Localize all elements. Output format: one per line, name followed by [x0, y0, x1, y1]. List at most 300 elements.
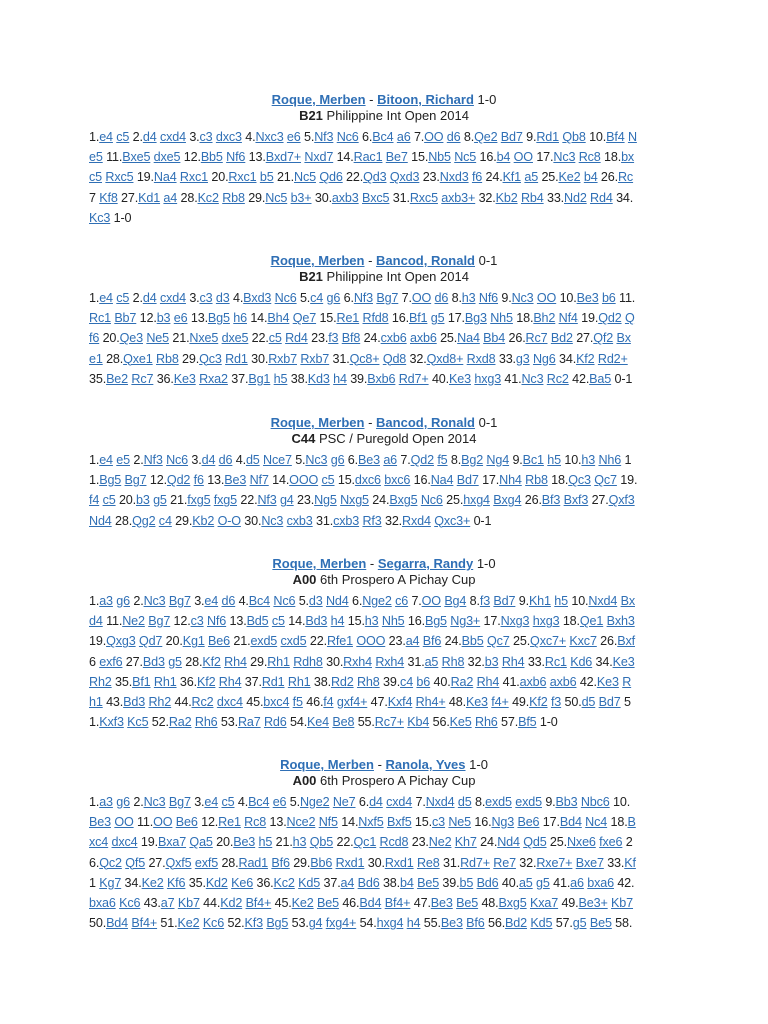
move-link[interactable]: Ng4 — [486, 453, 510, 467]
move-link[interactable]: Rc8 — [578, 150, 601, 165]
move-link[interactable]: Ng5 — [314, 493, 337, 508]
move-link[interactable]: Nc5 — [454, 150, 477, 165]
move-link[interactable]: Rxe7+ — [536, 855, 573, 870]
move-link[interactable]: Be5 — [316, 895, 339, 910]
move-link[interactable]: xc4 — [89, 835, 109, 850]
move-link[interactable]: Bb5 — [200, 150, 223, 165]
move-link[interactable]: d4 — [142, 291, 157, 305]
move-link[interactable]: d6 — [221, 594, 236, 608]
move-link[interactable]: Bg7 — [148, 614, 171, 629]
move-link[interactable]: Be3 — [576, 291, 599, 305]
move-link[interactable]: Bg5 — [424, 614, 447, 629]
move-link[interactable]: Rd2 — [330, 674, 354, 689]
move-link[interactable]: fxg4+ — [325, 916, 357, 931]
move-link[interactable]: Be3 — [89, 815, 111, 830]
move-link[interactable]: exd5 — [515, 795, 542, 809]
move-link[interactable]: Re7 — [493, 855, 516, 870]
move-link[interactable]: Ng3 — [491, 815, 515, 830]
move-link[interactable]: e6 — [173, 311, 188, 326]
move-link[interactable]: d5 — [457, 795, 472, 809]
move-link[interactable]: a4 — [340, 875, 355, 890]
move-link[interactable]: Nd4 — [89, 513, 112, 528]
move-link[interactable]: Ke2 — [141, 875, 164, 890]
move-link[interactable]: a5 — [424, 654, 439, 669]
move-link[interactable]: c3 — [190, 614, 204, 629]
move-link[interactable]: Bxe7 — [575, 855, 604, 870]
move-link[interactable]: Rc — [617, 170, 634, 185]
move-link[interactable]: dxc4 — [216, 694, 243, 709]
move-link[interactable]: Nf4 — [558, 311, 578, 326]
move-link[interactable]: bxc4 — [263, 694, 290, 709]
move-link[interactable]: Bf4+ — [131, 916, 158, 931]
move-link[interactable]: Nge2 — [362, 594, 392, 608]
move-link[interactable]: Be3 — [224, 473, 247, 488]
move-link[interactable]: Kf6 — [166, 875, 186, 890]
move-link[interactable]: Nc5 — [294, 170, 316, 185]
move-link[interactable]: f3 — [328, 331, 339, 346]
move-link[interactable]: Qxc7+ — [530, 634, 567, 649]
move-link[interactable]: d4 — [142, 130, 157, 144]
move-link[interactable]: Kf2 — [196, 674, 216, 689]
move-link[interactable]: Nxc3 — [255, 130, 284, 144]
move-link[interactable]: Nd4 — [325, 594, 349, 608]
move-link[interactable]: Qc3 — [568, 473, 591, 488]
move-link[interactable]: Rh2 — [148, 694, 172, 709]
move-link[interactable]: Bh2 — [533, 311, 556, 326]
move-link[interactable]: Rad1 — [238, 855, 269, 870]
move-link[interactable]: Qf5 — [125, 855, 146, 870]
move-link[interactable]: Be6 — [175, 815, 198, 830]
move-link[interactable]: a4 — [405, 634, 420, 649]
move-link[interactable]: c5 — [102, 493, 116, 508]
move-link[interactable]: Rh6 — [475, 715, 498, 730]
move-link[interactable]: axb3+ — [441, 190, 476, 205]
move-link[interactable]: Nc3 — [261, 513, 284, 528]
move-link[interactable]: c5 — [221, 795, 235, 809]
move-link[interactable]: Kc2 — [273, 875, 295, 890]
move-link[interactable]: Rc7 — [525, 331, 548, 346]
move-link[interactable]: Qf2 — [593, 331, 614, 346]
move-link[interactable]: Kc6 — [202, 916, 225, 931]
move-link[interactable]: Qd7 — [138, 634, 163, 649]
move-link[interactable]: Bg7 — [168, 594, 191, 608]
move-link[interactable]: Rxd1 — [335, 855, 365, 870]
move-link[interactable]: Nc3 — [521, 371, 544, 386]
move-link[interactable]: hxg3 — [532, 614, 560, 629]
move-link[interactable]: Be2 — [106, 371, 129, 386]
move-link[interactable]: Bd7 — [500, 130, 523, 144]
move-link[interactable]: Qxf3 — [608, 493, 635, 508]
move-link[interactable]: g5 — [430, 311, 445, 326]
move-link[interactable]: Ba5 — [589, 371, 612, 386]
move-link[interactable]: Nf3 — [257, 493, 277, 508]
move-link[interactable]: b3 — [484, 654, 499, 669]
move-link[interactable]: OO — [424, 130, 444, 144]
move-link[interactable]: f5 — [292, 694, 303, 709]
move-link[interactable]: Nge2 — [299, 795, 330, 809]
move-link[interactable]: Bxa7 — [157, 835, 187, 850]
move-link[interactable]: Ke4 — [307, 715, 330, 730]
move-link[interactable]: Nc3 — [143, 795, 166, 809]
move-link[interactable]: Be3 — [358, 453, 380, 467]
move-link[interactable]: Nc6 — [273, 594, 296, 608]
move-link[interactable]: Nxd4 — [425, 795, 455, 809]
move-link[interactable]: Bf6 — [466, 916, 485, 931]
move-link[interactable]: Rc1 — [89, 311, 111, 326]
move-link[interactable]: Ke3 — [612, 654, 635, 669]
move-link[interactable]: axb3 — [331, 190, 359, 205]
move-link[interactable]: a5 — [524, 170, 539, 185]
move-link[interactable]: Bxb6 — [367, 371, 396, 386]
move-link[interactable]: Kd3 — [307, 371, 330, 386]
move-link[interactable]: b5 — [259, 170, 274, 185]
move-link[interactable]: Rxc5 — [409, 190, 438, 205]
move-link[interactable]: Rb8 — [222, 190, 245, 205]
move-link[interactable]: Rd4 — [590, 190, 613, 205]
move-link[interactable]: Bxg5 — [498, 895, 527, 910]
move-link[interactable]: Rh1 — [153, 674, 177, 689]
move-link[interactable]: Bg7 — [124, 473, 147, 488]
move-link[interactable]: Bd3 — [123, 694, 146, 709]
move-link[interactable]: Nc4 — [585, 815, 608, 830]
move-link[interactable]: Bf4+ — [384, 895, 411, 910]
move-link[interactable]: hxg4 — [376, 916, 404, 931]
move-link[interactable]: Nxe5 — [189, 331, 219, 346]
move-link[interactable]: Ke3 — [465, 694, 488, 709]
move-link[interactable]: c4 — [158, 513, 172, 528]
move-link[interactable]: Rh4+ — [415, 694, 446, 709]
move-link[interactable]: c3 — [431, 815, 445, 830]
move-link[interactable]: Qe2 — [474, 130, 498, 144]
move-link[interactable]: exd5 — [250, 634, 278, 649]
move-link[interactable]: Be5 — [456, 895, 479, 910]
move-link[interactable]: Nc3 — [511, 291, 534, 305]
move-link[interactable]: Bb7 — [114, 311, 137, 326]
move-link[interactable]: h3 — [461, 291, 476, 305]
move-link[interactable]: c4 — [400, 674, 414, 689]
move-link[interactable]: Bd4 — [106, 916, 129, 931]
move-link[interactable]: Ng3+ — [450, 614, 481, 629]
move-link[interactable]: Nc3 — [143, 594, 166, 608]
black-player-link[interactable]: Bancod, Ronald — [376, 415, 475, 430]
move-link[interactable]: h3 — [292, 835, 307, 850]
move-link[interactable]: exd5 — [485, 795, 512, 809]
move-link[interactable]: Kd2 — [205, 875, 228, 890]
move-link[interactable]: axb6 — [519, 674, 547, 689]
move-link[interactable]: b4 — [400, 875, 414, 890]
move-link[interactable]: g3 — [515, 351, 530, 366]
move-link[interactable]: fxg5 — [213, 493, 238, 508]
move-link[interactable]: Rac1 — [353, 150, 383, 165]
move-link[interactable]: Qc1 — [353, 835, 377, 850]
move-link[interactable]: Bg7 — [168, 795, 191, 809]
move-link[interactable]: Na4 — [457, 331, 480, 346]
move-link[interactable]: Ke2 — [177, 916, 200, 931]
move-link[interactable]: fxg5 — [187, 493, 211, 508]
move-link[interactable]: Be8 — [332, 715, 355, 730]
move-link[interactable]: Kg1 — [182, 634, 205, 649]
move-link[interactable]: a7 — [160, 895, 175, 910]
move-link[interactable]: Rxc5 — [105, 170, 134, 185]
move-link[interactable]: Nf3 — [143, 453, 163, 467]
move-link[interactable]: Be3+ — [578, 895, 608, 910]
move-link[interactable]: Bb4 — [483, 331, 506, 346]
move-link[interactable]: c5 — [116, 130, 130, 144]
move-link[interactable]: OO — [513, 150, 533, 165]
move-link[interactable]: Re1 — [218, 815, 241, 830]
move-link[interactable]: g6 — [116, 795, 130, 809]
move-link[interactable]: Bxc5 — [362, 190, 390, 205]
move-link[interactable]: Ke2 — [558, 170, 581, 185]
move-link[interactable]: Bxf3 — [563, 493, 589, 508]
move-link[interactable]: Bg3 — [464, 311, 487, 326]
move-link[interactable]: e4 — [99, 453, 113, 467]
move-link[interactable]: Nh5 — [490, 311, 513, 326]
move-link[interactable]: Kc5 — [127, 715, 149, 730]
black-player-link[interactable]: Ranola, Yves — [385, 757, 466, 772]
move-link[interactable]: Bf5 — [518, 715, 537, 730]
move-link[interactable]: Nce2 — [286, 815, 316, 830]
move-link[interactable]: Qc3 — [199, 351, 222, 366]
move-link[interactable]: Rxd8 — [466, 351, 496, 366]
move-link[interactable]: Rb4 — [520, 190, 544, 205]
move-link[interactable]: b5 — [459, 875, 474, 890]
move-link[interactable]: b4 — [496, 150, 511, 165]
move-link[interactable]: bx — [621, 150, 635, 165]
move-link[interactable]: Nxg3 — [500, 614, 530, 629]
move-link[interactable]: gxf4+ — [336, 694, 368, 709]
move-link[interactable]: h3 — [364, 614, 379, 629]
move-link[interactable]: Kxa7 — [529, 895, 559, 910]
move-link[interactable]: Rc8 — [244, 815, 267, 830]
move-link[interactable]: OO — [536, 291, 557, 305]
move-link[interactable]: Ne7 — [332, 795, 356, 809]
move-link[interactable]: g5 — [536, 875, 550, 890]
move-link[interactable]: f5 — [437, 453, 448, 467]
move-link[interactable]: Nc6 — [420, 493, 443, 508]
move-link[interactable]: Rh8 — [356, 674, 380, 689]
move-link[interactable]: Rxb7 — [268, 351, 297, 366]
move-link[interactable]: Rc7+ — [374, 715, 404, 730]
move-link[interactable]: Rd2+ — [597, 351, 628, 366]
move-link[interactable]: Qc2 — [99, 855, 122, 870]
move-link[interactable]: Kxf3 — [99, 715, 124, 730]
move-link[interactable]: e4 — [204, 594, 219, 608]
move-link[interactable]: Bd3 — [305, 614, 328, 629]
white-player-link[interactable]: Roque, Merben — [270, 415, 365, 430]
move-link[interactable]: Bxd7+ — [265, 150, 302, 165]
move-link[interactable]: Nf6 — [478, 291, 499, 305]
move-link[interactable]: cxd5 — [280, 634, 307, 649]
move-link[interactable]: Bxg5 — [389, 493, 418, 508]
move-link[interactable]: h4 — [333, 371, 347, 386]
move-link[interactable]: Nc3 — [553, 150, 576, 165]
move-link[interactable]: Rxa2 — [199, 371, 228, 386]
move-link[interactable]: e4 — [99, 130, 113, 144]
white-player-link[interactable]: Roque, Merben — [271, 92, 366, 107]
move-link[interactable]: Bxd3 — [243, 291, 272, 305]
move-link[interactable]: Ke3 — [449, 371, 471, 386]
move-link[interactable]: e5 — [89, 150, 103, 165]
move-link[interactable]: dxe5 — [153, 150, 181, 165]
black-player-link[interactable]: Segarra, Randy — [377, 556, 474, 571]
move-link[interactable]: g6 — [330, 453, 345, 467]
move-link[interactable]: d5 — [245, 453, 260, 467]
move-link[interactable]: Ne2 — [428, 835, 452, 850]
move-link[interactable]: d5 — [581, 694, 596, 709]
move-link[interactable]: Nf3 — [314, 130, 334, 144]
move-link[interactable]: Ng6 — [532, 351, 556, 366]
move-link[interactable]: Qd3 — [363, 170, 387, 185]
move-link[interactable]: Rcd8 — [379, 835, 409, 850]
move-link[interactable]: Nd4 — [497, 835, 520, 850]
move-link[interactable]: Nc3 — [305, 453, 328, 467]
move-link[interactable]: Qxe1 — [123, 351, 153, 366]
move-link[interactable]: Bg5 — [99, 473, 122, 488]
move-link[interactable]: d6 — [218, 453, 233, 467]
move-link[interactable]: Kf — [624, 855, 636, 870]
move-link[interactable]: Qd2 — [598, 311, 622, 326]
move-link[interactable]: h4 — [406, 916, 421, 931]
move-link[interactable]: Ke3 — [173, 371, 196, 386]
move-link[interactable]: Bd7 — [493, 594, 516, 608]
move-link[interactable]: Bd5 — [246, 614, 269, 629]
move-link[interactable]: Be6 — [208, 634, 231, 649]
move-link[interactable]: Kf2 — [529, 694, 548, 709]
move-link[interactable]: Rxh4 — [375, 654, 405, 669]
move-link[interactable]: Bf6 — [422, 634, 442, 649]
move-link[interactable]: Nd2 — [564, 190, 587, 205]
move-link[interactable]: Ke5 — [449, 715, 472, 730]
move-link[interactable]: Nf7 — [249, 473, 269, 488]
move-link[interactable]: Qc8+ — [349, 351, 380, 366]
move-link[interactable]: OO — [411, 291, 432, 305]
move-link[interactable]: hxg4 — [463, 493, 490, 508]
move-link[interactable]: Bd2 — [550, 331, 573, 346]
white-player-link[interactable]: Roque, Merben — [280, 757, 374, 772]
move-link[interactable]: O-O — [217, 513, 241, 528]
move-link[interactable]: OO — [421, 594, 441, 608]
move-link[interactable]: Kf2 — [202, 654, 221, 669]
move-link[interactable]: Nc6 — [166, 453, 189, 467]
move-link[interactable]: Rd6 — [263, 715, 287, 730]
move-link[interactable]: Kd5 — [298, 875, 321, 890]
move-link[interactable]: Qa5 — [189, 835, 213, 850]
move-link[interactable]: Nb5 — [428, 150, 451, 165]
move-link[interactable]: Bf1 — [408, 311, 428, 326]
move-link[interactable]: g4 — [279, 493, 294, 508]
move-link[interactable]: N — [627, 130, 637, 144]
move-link[interactable]: Kb2 — [192, 513, 215, 528]
move-link[interactable]: Kxf4 — [387, 694, 413, 709]
move-link[interactable]: Nxd3 — [439, 170, 469, 185]
move-link[interactable]: Be5 — [589, 916, 612, 931]
move-link[interactable]: Qd6 — [319, 170, 343, 185]
move-link[interactable]: Be5 — [417, 875, 440, 890]
move-link[interactable]: Nh4 — [499, 473, 522, 488]
move-link[interactable]: c5 — [271, 614, 285, 629]
move-link[interactable]: c5 — [321, 473, 335, 488]
move-link[interactable]: Bc4 — [372, 130, 394, 144]
move-link[interactable]: Qe3 — [119, 331, 143, 346]
move-link[interactable]: Rfd8 — [362, 311, 389, 326]
move-link[interactable]: h1 — [89, 694, 103, 709]
move-link[interactable]: h5 — [554, 594, 568, 608]
move-link[interactable]: Ra2 — [168, 715, 192, 730]
move-link[interactable]: f6 — [89, 331, 100, 346]
move-link[interactable]: Kg7 — [99, 875, 122, 890]
move-link[interactable]: g4 — [308, 916, 323, 931]
move-link[interactable]: Bc4 — [248, 795, 270, 809]
move-link[interactable]: Be7 — [385, 150, 408, 165]
move-link[interactable]: h5 — [273, 371, 288, 386]
move-link[interactable]: Bc4 — [248, 594, 271, 608]
move-link[interactable]: Bg1 — [248, 371, 271, 386]
move-link[interactable]: cxb3 — [333, 513, 360, 528]
move-link[interactable]: f6 — [193, 473, 204, 488]
move-link[interactable]: bxa6 — [587, 875, 614, 890]
move-link[interactable]: dxc3 — [215, 130, 242, 144]
move-link[interactable]: Bd4 — [359, 895, 382, 910]
move-link[interactable]: Rd1 — [536, 130, 559, 144]
move-link[interactable]: Rxd4 — [402, 513, 431, 528]
move-link[interactable]: Rxh4 — [343, 654, 372, 669]
move-link[interactable]: Bc1 — [522, 453, 544, 467]
move-link[interactable]: Nce7 — [263, 453, 292, 467]
move-link[interactable]: Kd5 — [530, 916, 553, 931]
move-link[interactable]: Rfe1 — [326, 634, 353, 649]
move-link[interactable]: Qxd3 — [389, 170, 420, 185]
black-player-link[interactable]: Bitoon, Richard — [377, 92, 474, 107]
move-link[interactable]: c4 — [310, 291, 324, 305]
move-link[interactable]: cxb3 — [286, 513, 313, 528]
move-link[interactable]: b3 — [156, 311, 171, 326]
move-link[interactable]: Nh5 — [381, 614, 405, 629]
move-link[interactable]: Rh4 — [476, 674, 500, 689]
move-link[interactable]: Nxd4 — [588, 594, 618, 608]
move-link[interactable]: f3 — [479, 594, 491, 608]
move-link[interactable]: bxc6 — [384, 473, 411, 488]
move-link[interactable]: Bxf — [617, 634, 635, 649]
move-link[interactable]: Bxg4 — [493, 493, 522, 508]
move-link[interactable]: Rb8 — [525, 473, 548, 488]
move-link[interactable]: g5 — [153, 493, 167, 508]
move-link[interactable]: Qd2 — [410, 453, 434, 467]
move-link[interactable]: fxe6 — [599, 835, 623, 850]
move-link[interactable]: c5 — [89, 170, 103, 185]
move-link[interactable]: e4 — [99, 291, 113, 305]
move-link[interactable]: Nf3 — [353, 291, 373, 305]
move-link[interactable]: Na4 — [430, 473, 454, 488]
move-link[interactable]: Qd2 — [166, 473, 191, 488]
move-link[interactable]: cxb6 — [380, 331, 407, 346]
move-link[interactable]: Nbc6 — [580, 795, 610, 809]
move-link[interactable]: h6 — [233, 311, 247, 326]
move-link[interactable]: Re1 — [336, 311, 360, 326]
move-link[interactable]: exf5 — [194, 855, 219, 870]
move-link[interactable]: Rd7+ — [460, 855, 490, 870]
move-link[interactable]: Kf3 — [244, 916, 263, 931]
move-link[interactable]: exf6 — [99, 654, 123, 669]
move-link[interactable]: Ne5 — [146, 331, 169, 346]
move-link[interactable]: Rdh8 — [293, 654, 323, 669]
move-link[interactable]: Rf3 — [362, 513, 382, 528]
move-link[interactable]: Rh1 — [287, 674, 311, 689]
move-link[interactable]: dxc4 — [111, 835, 138, 850]
move-link[interactable]: Nc6 — [336, 130, 359, 144]
move-link[interactable]: Bf4+ — [245, 895, 272, 910]
move-link[interactable]: Nxf5 — [358, 815, 384, 830]
